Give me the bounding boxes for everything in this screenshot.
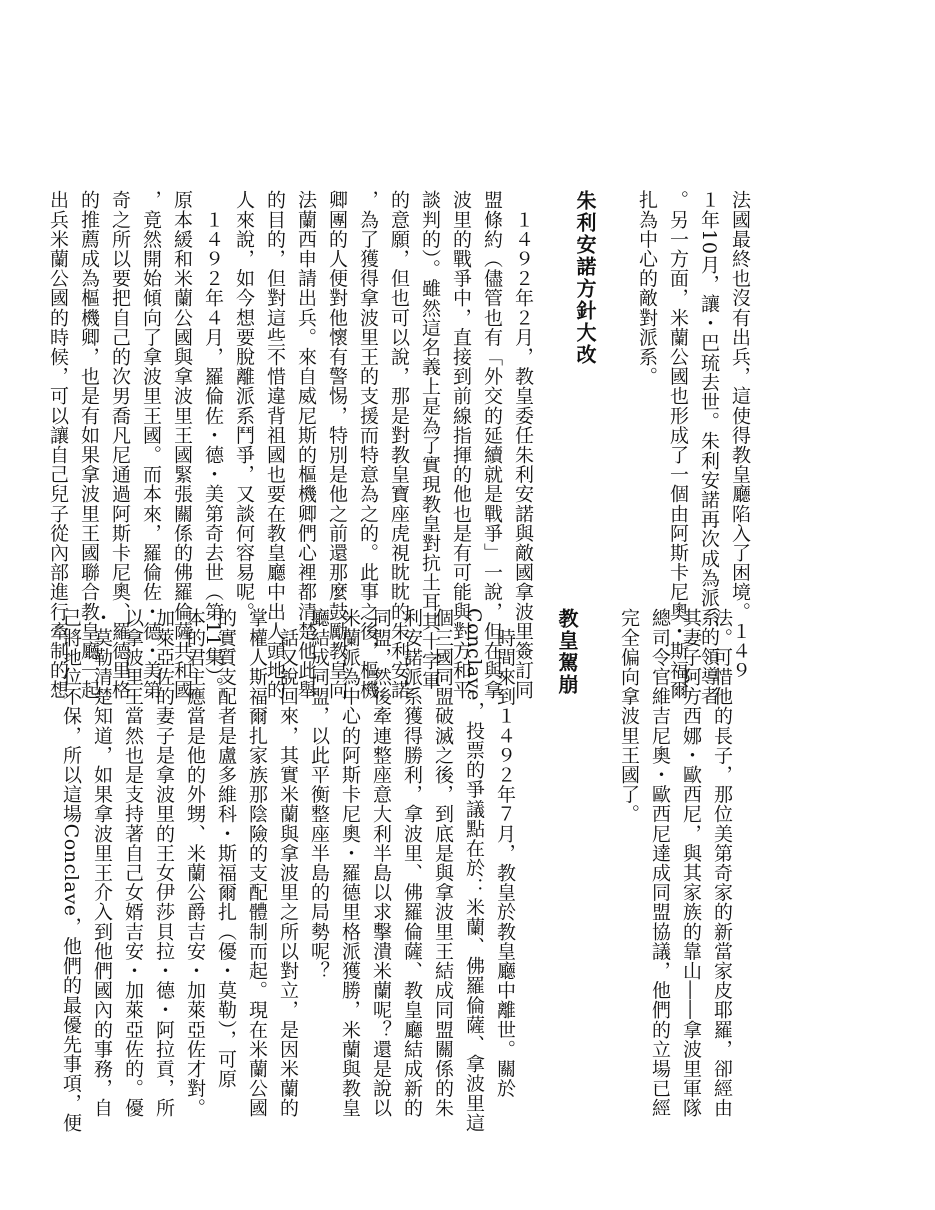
text-line: 完全偏向拿波里王國了。	[618, 608, 640, 824]
text-line: １４９２年２月，教皇委任朱利安諾與敵國拿波里簽訂同	[512, 190, 534, 700]
text-line: 加萊亞佐的妻子是拿波里的王女伊莎貝拉・德・阿拉貢，所	[153, 608, 175, 1118]
text-line: 盟條約（儘管也有「外交的延續就是戰爭」一說，但在與拿	[481, 190, 503, 700]
text-line: １４９２年４月，羅倫佐・德・美第奇去世（第11集）。	[202, 190, 224, 696]
text-line: 扎為中心的敵對派系。	[636, 190, 658, 386]
text-line: 其妻子阿方西娜・歐西尼，與其家族的靠山――拿波里軍隊	[680, 608, 702, 1118]
text-line: 。另一方面，米蘭公國也形成了一個由阿斯卡尼奧・斯福爾	[667, 190, 689, 700]
text-line: 的實質支配者是盧多維科・斯福爾扎（優・莫勒），可原	[215, 608, 237, 1089]
paragraph-gap	[591, 608, 605, 609]
text-line: 原本緩和米蘭公國與拿波里王國緊張關係的佛羅倫薩共和國	[171, 190, 193, 700]
text-line: １年10月，讓・巴琉去世。朱利安諾再次成為派系的領導者	[698, 190, 720, 706]
text-line: 總司令官維吉尼奧・歐西尼達成同盟協議，他們的立場已經	[649, 608, 671, 1118]
text-line: 人來說，如今想要脫離派系鬥爭，又談何容易呢。	[233, 190, 255, 622]
text-line: 法蘭西申請出兵。來自威尼斯的樞機卿們心裡都清楚他此舉	[295, 190, 317, 700]
text-line: 米蘭派為中心的阿斯卡尼奧・羅德里格派獲勝，米蘭與教皇	[339, 608, 361, 1118]
text-line: Conclave，投票的爭議點在於：米蘭、佛羅倫薩、拿波里這	[463, 608, 485, 1133]
text-line: 法國最終也沒有出兵，這使得教皇廳陷入了困境。１４９	[729, 190, 751, 680]
text-line: 談判的）。雖然這名義上是為了實現教皇對抗土耳其十字軍	[419, 190, 441, 691]
section-heading: 教皇駕崩	[555, 608, 579, 696]
text-line: 廳結成同盟，以此平衡整座半島的局勢呢？	[308, 608, 330, 981]
text-line: 卿團的人便對他懷有警惕，特別是他之前還那麼鼓勵教皇向	[326, 190, 348, 700]
text-line: ，竟然開始傾向了拿波里王國。而本來，羅倫佐・德・美第	[140, 190, 162, 700]
paragraph-gap	[609, 190, 623, 191]
text-line: 同盟，然後牽連整座意大利半島以求擊潰米蘭呢？還是說以	[370, 608, 392, 1118]
text-line: 法。可惜他的長子，那位美第奇家的新當家皮耶羅，卻經由	[711, 608, 733, 1118]
section-heading: 朱利安諾方針大改	[573, 190, 597, 366]
text-line: 的目的，但對這些不惜違背祖國也要在教皇廳中出人頭地的	[264, 190, 286, 700]
text-line: 的推薦成為樞機卿，也是有如果拿波里王國聯合教皇廳一起	[78, 190, 100, 700]
paragraph-gap	[529, 608, 543, 609]
text-block-lower	[55, 608, 737, 1133]
text-line: 奇之所以要把自己的次男喬凡尼通過阿斯卡尼奧、羅德里格	[109, 190, 131, 700]
text-line: 以拿波里王當然也是支持著自己女婿吉安・加萊亞佐的。優	[122, 608, 144, 1118]
text-line: 利安諾派系獲得勝利，拿波里、佛羅倫薩、教皇廳結成新的	[401, 608, 423, 1118]
text-line: 本的君主應當是他的外甥、米蘭公爵吉安・加萊亞佐才對。	[184, 608, 206, 1118]
text-line: 己將地位不保，所以這場Conclave，他們的最優先事項，便	[60, 608, 82, 1133]
paragraph-gap	[547, 190, 561, 191]
text-line: 話又說回來，其實米蘭與拿波里之所以對立，是因米蘭的	[277, 608, 299, 1118]
text-line: 波里的戰爭中，直接到前線指揮的他也是有可能與對方和平	[450, 190, 472, 700]
text-line: 時間來到１４９２年７月，教皇於教皇廳中離世。關於	[494, 608, 516, 1098]
text-line: ，為了獲得拿波里王的支援而特意為之的。此事之後，樞機	[357, 190, 379, 700]
text-line: 掌權人斯福爾扎家族那陰險的支配體制而起。現在米蘭公國	[246, 608, 268, 1118]
text-line: 個三國同盟破滅之後，到底是與拿波里王結成同盟關係的朱	[432, 608, 454, 1118]
text-line: 的意願，但也可以說，那是對教皇寶座虎視眈眈的朱利安諾	[388, 190, 410, 700]
text-line: ・莫勒清楚知道，如果拿波里王介入到他們國內的事務，自	[91, 608, 113, 1118]
text-line: 出兵米蘭公國的時候，可以讓自己兒子從內部進行牽制的想	[47, 190, 69, 700]
